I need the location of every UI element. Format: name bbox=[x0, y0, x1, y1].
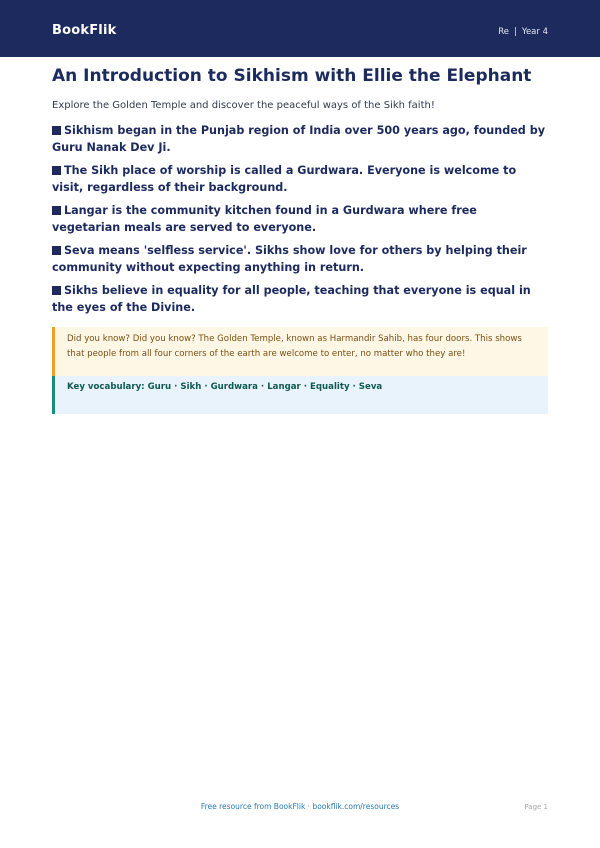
did-you-know-box: Did you know? Did you know? The Golden Temple, known as Harmandir Sahib, has four doors. This shows that people from all four corners of the earth are welcome to enter, no matter who they are! bbox=[52, 327, 548, 376]
square-bullet-icon bbox=[52, 126, 61, 135]
key-point-text: Langar is the community kitchen found in a Gurdwara where free vegetarian meals are served to everyone. bbox=[52, 204, 477, 234]
page-number: Page 1 bbox=[524, 803, 548, 811]
year-label: Year 4 bbox=[521, 27, 548, 37]
footer-link[interactable]: Free resource from BookFlik · bookflik.com/resources bbox=[200, 802, 400, 811]
page-header bbox=[0, 0, 600, 57]
key-point bbox=[52, 162, 548, 196]
brand-logo[interactable]: BookFlik bbox=[52, 23, 117, 38]
key-point-text: The Sikh place of worship is called a Gurdwara. Everyone is welcome to visit, regardless of their background. bbox=[52, 164, 517, 194]
square-bullet-icon bbox=[52, 166, 61, 175]
square-bullet-icon bbox=[52, 286, 61, 295]
square-bullet-icon bbox=[52, 206, 61, 215]
key-point bbox=[52, 282, 548, 316]
key-vocabulary-box: Key vocabulary: Guru · Sikh · Gurdwara · Langar · Equality · Seva bbox=[52, 376, 548, 414]
key-point bbox=[52, 122, 548, 156]
square-bullet-icon bbox=[52, 246, 61, 255]
key-point bbox=[52, 242, 548, 276]
key-points-list bbox=[52, 122, 548, 322]
page-subtitle: Explore the Golden Temple and discover the peaceful ways of the Sikh faith! bbox=[52, 100, 435, 111]
subject-year: Re | Year 4 bbox=[498, 27, 548, 37]
key-point-text: Sikhs believe in equality for all people, teaching that everyone is equal in the eyes of the Divine. bbox=[52, 284, 531, 314]
key-point bbox=[52, 202, 548, 236]
key-point-text: Sikhism began in the Punjab region of India over 500 years ago, founded by Guru Nanak Dev Ji. bbox=[52, 124, 546, 154]
key-point-text: Seva means 'selfless service'. Sikhs show love for others by helping their community without expecting anything in return. bbox=[52, 244, 527, 274]
subject-label: Re bbox=[498, 27, 510, 37]
page-title: An Introduction to Sikhism with Ellie the Elephant bbox=[52, 66, 532, 86]
